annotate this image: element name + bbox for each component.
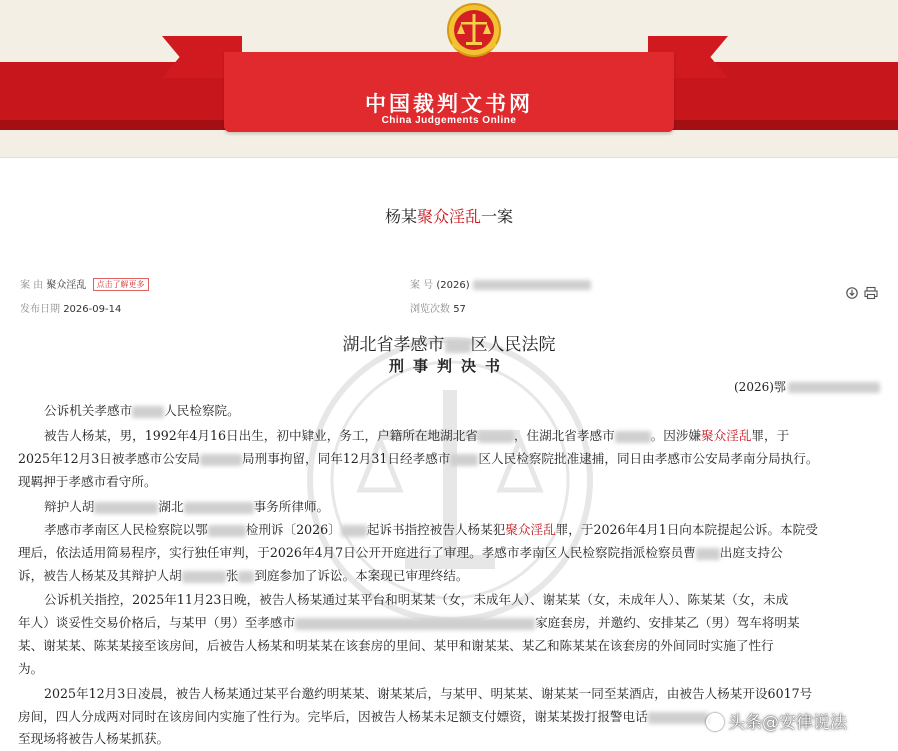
doc-tools: [846, 286, 880, 300]
line-text: 湖北: [158, 499, 184, 514]
redacted-text: [238, 571, 254, 583]
line-text: 检刑诉〔2026〕: [245, 522, 341, 537]
line-text: 2025年12月3日凌晨，被告人杨某通过某平台邀约明某某、谢某某后，与某甲、明某某、谢某某一同至某酒店，由被告人杨某开设6017号: [44, 686, 813, 701]
redacted-text: [295, 618, 535, 630]
meta-case-number-value: (2026): [436, 280, 470, 291]
paragraph-line: [18, 519, 884, 541]
redacted-text: [696, 548, 720, 560]
meta-views-value: 57: [453, 304, 466, 315]
court-name: [0, 330, 898, 355]
court-name-a: 湖北省孝感市: [342, 335, 445, 355]
redacted-text: [208, 525, 246, 537]
line-text: 辩护人胡: [44, 499, 95, 514]
paragraph-line: [18, 683, 884, 705]
meta-case-number: [410, 276, 591, 291]
redacted-text: [478, 431, 514, 443]
paragraph-line: [18, 425, 884, 447]
redacted-text: [450, 454, 478, 466]
line-text: 到庭参加了诉讼。本案现已审理终结。: [254, 568, 469, 583]
line-text: 现羁押于孝感市看守所。: [18, 474, 157, 489]
paragraph-line: [18, 448, 884, 470]
line-text: 至现场将被告人杨某抓获。: [18, 731, 170, 746]
redacted-text: [788, 382, 880, 393]
case-title: [0, 204, 898, 227]
redacted-text: [445, 339, 471, 353]
print-icon[interactable]: [865, 288, 877, 299]
crime-highlight: 聚众淫乱: [701, 428, 752, 443]
meta-case-number-label: 案 号: [410, 280, 434, 291]
line-text: 出庭支持公: [719, 545, 783, 560]
site-title[interactable]: 中国裁判文书网: [365, 92, 533, 116]
redacted-text: [341, 525, 367, 537]
line-text: 罪，于: [751, 428, 790, 443]
paragraph-line: [18, 471, 884, 493]
line-text: 年人）谈妥性交易价格后，与某甲（男）至孝感市: [18, 615, 296, 630]
banner-divider: [0, 157, 898, 158]
line-text: ，住湖北省孝感市: [513, 428, 615, 443]
meta-cause: [20, 276, 149, 291]
paragraph-line: [18, 400, 884, 422]
line-text: 理后，依法适用简易程序，实行独任审判，于2026年4月7日公开开庭进行了审理。孝感市孝南区人民检察院指派检察员曹: [18, 545, 696, 560]
paragraph-line: [18, 658, 884, 680]
line-text: 公诉机关孝感市: [44, 403, 133, 418]
line-text: 。因涉嫌: [650, 428, 702, 443]
redacted-text: [94, 502, 158, 514]
line-text: 罪，于2026年4月1日向本院提起公诉。本院受: [555, 522, 818, 537]
redacted-text: [473, 280, 591, 290]
line-text: 公诉机关指控，2025年11月23日晚，被告人杨某通过某平台和明某某（女，未成年人）、谢某某（女，未成年人）、陈某某（女，未成: [44, 592, 789, 607]
paragraph-line: [18, 589, 884, 611]
crime-highlight: 聚众淫乱: [505, 522, 556, 537]
redacted-text: [200, 454, 242, 466]
document-number-text: (2026)鄂: [734, 380, 786, 394]
download-icon[interactable]: [847, 288, 857, 298]
site-banner: [0, 0, 898, 157]
line-text: 区人民检察院批准逮捕，同日由孝感市公安局孝南分局执行。: [478, 451, 819, 466]
line-text: 房间，四人分成两对同时在该房间内实施了性行为。完毕后，因被告人杨某未足额支付嫖资，谢某某拨打报警电话: [18, 709, 648, 724]
case-title-post: 一案: [481, 207, 514, 226]
watermark-text: 头条@安律说法: [728, 713, 847, 733]
line-text: 诉，被告人杨某及其辩护人胡: [18, 568, 182, 583]
case-title-pre: 杨某: [384, 207, 417, 226]
document-number: [734, 378, 880, 395]
meta-date-value: 2026-09-14: [63, 304, 122, 315]
line-text: 被告人杨某，男，1992年4月16日出生，初中肄业，务工，户籍所在地湖北省: [44, 428, 478, 443]
line-text: 某、谢某某、陈某某接至该房间，后被告人杨某和明某某在该套房的里间、某甲和谢某某、某乙和陈某某在该套房的外间同时实施了性行: [18, 638, 774, 653]
case-title-highlight: 聚众淫乱: [416, 207, 481, 226]
line-text: 孝感市孝南区人民检察院以鄂: [44, 522, 208, 537]
line-text: 局刑事拘留，同年12月31日经孝感市: [242, 451, 451, 466]
line-text: 起诉书指控被告人杨某犯: [366, 522, 506, 537]
line-text: 2025年12月3日被孝感市公安局: [18, 451, 201, 466]
line-text: 人民检察院。: [164, 403, 240, 418]
meta-cause-label: 案 由: [20, 280, 44, 291]
line-text: 家庭套房，并邀约、安排某乙（男）驾车将明某: [535, 615, 800, 630]
line-text: 为。: [18, 661, 44, 676]
meta-views: [410, 300, 466, 315]
paragraph-line: [18, 612, 884, 634]
court-emblem-icon: [446, 2, 502, 60]
meta-date: [20, 300, 121, 315]
line-text: 张: [225, 568, 239, 583]
source-watermark: [706, 708, 847, 733]
line-text: 事务所律师。: [253, 499, 330, 514]
court-name-b: 区人民法院: [470, 335, 556, 355]
paragraph-line: [18, 565, 884, 587]
document-type: 刑事判决书: [388, 357, 509, 375]
redacted-text: [648, 712, 708, 724]
redacted-text: [132, 406, 164, 418]
meta-cause-value: 聚众淫乱: [46, 280, 87, 291]
learn-more-tag[interactable]: 点击了解更多: [93, 278, 149, 291]
meta-views-label: 浏览次数: [410, 304, 450, 315]
redacted-text: [184, 502, 254, 514]
meta-date-label: 发布日期: [20, 304, 60, 315]
paragraph-line: [18, 496, 884, 518]
paragraph-line: [18, 635, 884, 657]
redacted-text: [182, 571, 226, 583]
site-subtitle: China Judgements Online: [381, 115, 517, 126]
watermark-logo-icon: [706, 713, 724, 731]
paragraph-line: [18, 542, 884, 564]
redacted-text: [615, 431, 651, 443]
